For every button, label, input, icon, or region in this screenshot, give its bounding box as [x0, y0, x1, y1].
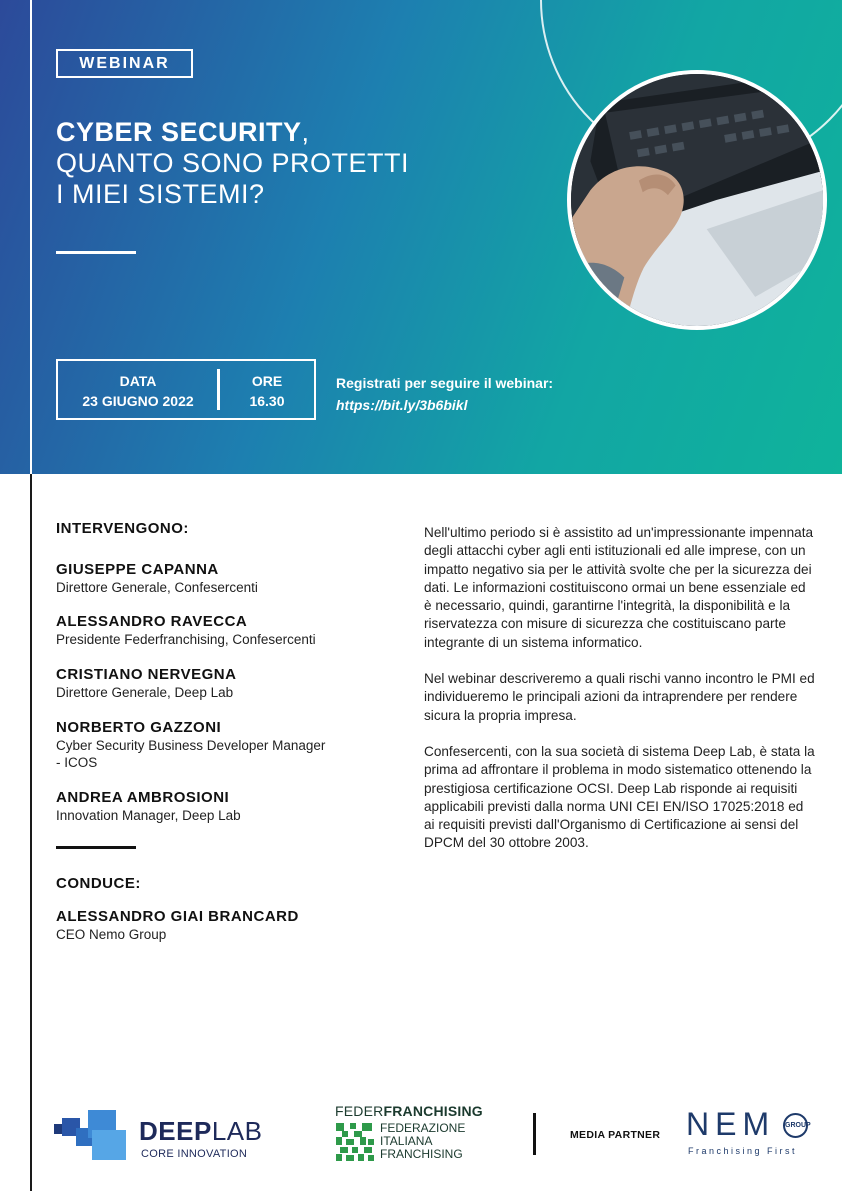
speaker-item [56, 613, 396, 648]
title-underline [56, 251, 136, 254]
ff-prefix: FEDER [335, 1103, 384, 1119]
register-link[interactable]: https://bit.ly/3b6bikl [336, 397, 468, 413]
page-title [56, 117, 409, 210]
media-partner-label: MEDIA PARTNER [570, 1129, 661, 1141]
title-line-3: I MIEI SISTEMI? [56, 179, 265, 209]
title-bold: CYBER SECURITY [56, 117, 302, 147]
ff-line-3: FRANCHISING [380, 1147, 463, 1161]
federfranchising-wordmark [335, 1103, 483, 1119]
date-value: 23 GIUGNO 2022 [82, 393, 194, 409]
deeplab-deep: DEEP [139, 1116, 212, 1146]
speakers-heading: INTERVENGONO: [56, 520, 189, 537]
event-datetime-box [56, 359, 316, 420]
moderator-role: CEO Nemo Group [56, 927, 167, 942]
hero-banner [0, 0, 842, 474]
speaker-name: GIUSEPPE CAPANNA [56, 561, 219, 578]
speaker-role: Direttore Generale, Deep Lab [56, 685, 234, 700]
nemo-wordmark: NEM [686, 1106, 776, 1142]
title-comma: , [301, 117, 310, 147]
ff-line-1: FEDERAZIONE [380, 1121, 466, 1135]
date-column [58, 371, 218, 411]
footer-logos [0, 1090, 842, 1170]
nemo-tagline: Franchising First [688, 1146, 798, 1156]
nemo-group-badge: GROUP [783, 1113, 808, 1138]
description-paragraph-1: Nell'ultimo periodo si è assistito ad un'impressionante impennata degli attacchi cyber agli enti istituzionali ed alle imprese, con un impatto negativo sia per le attività svolte che per la sicurezza dei dati. Le informazioni costituiscono ormai un bene essenziale ed è necessario, quindi, garantirne l'integrità, la disponibilità e la riservatezza con misure di sicurezza che costituiscano parte integrante di un sistema informatico. [424, 525, 814, 650]
ff-line-2: ITALIANA [380, 1134, 433, 1148]
description-text [424, 524, 816, 871]
date-label: DATA [119, 373, 157, 389]
deeplab-lab: LAB [211, 1116, 263, 1146]
deeplab-wordmark [139, 1116, 262, 1147]
time-value: 16.30 [249, 393, 285, 409]
description-paragraph-3: Confesercenti, con la sua società di sistema Deep Lab, è stata la prima ad affrontare il problema in modo sistematico ottenendo la prestigiosa certificazione OCSI. Deep Lab risponde ai requisiti applicabili previsti dalla norma UNI CEI EN/ISO 17025:2018 ed ai requisiti previsti dall'Organismo di Certificazione ai sensi del DPCM del 30 ottobre 2003. [424, 743, 815, 851]
section-divider [56, 846, 136, 849]
speaker-item [56, 561, 396, 596]
speaker-role: Cyber Security Business Developer Manager - ICOS [56, 738, 326, 770]
vertical-rule-top [30, 0, 32, 474]
speakers-section [56, 520, 396, 943]
time-column [218, 371, 316, 411]
speaker-name: ANDREA AMBROSIONI [56, 789, 230, 806]
register-text: Registrati per seguire il webinar: [336, 375, 554, 391]
description-paragraph-2: Nel webinar descriveremo a quali rischi vanno incontro le PMI ed individueremo le principali azioni da intraprendere per rendere sicura la propria impresa. [424, 671, 815, 723]
ff-bold: FRANCHISING [383, 1103, 483, 1119]
speaker-item [56, 789, 396, 824]
moderator-heading: CONDUCE: [56, 875, 141, 892]
laptop-typing-photo [567, 70, 827, 330]
federfranchising-tagline [380, 1122, 465, 1161]
vertical-rule-bottom [30, 474, 32, 1191]
deeplab-logo-icon [54, 1108, 132, 1160]
speaker-name: CRISTIANO NERVEGNA [56, 666, 237, 683]
speaker-role: Direttore Generale, Confesercenti [56, 580, 258, 595]
speaker-name: NORBERTO GAZZONI [56, 719, 222, 736]
deeplab-tagline: CORE INNOVATION [141, 1148, 248, 1160]
speaker-role: Presidente Federfranchising, Confesercenti [56, 632, 316, 647]
federfranchising-logo-icon [336, 1123, 374, 1161]
moderator-name: ALESSANDRO GIAI BRANCARD [56, 908, 299, 925]
moderator-item [56, 908, 396, 943]
speaker-item [56, 666, 396, 701]
speaker-name: ALESSANDRO RAVECCA [56, 613, 248, 630]
speaker-role: Innovation Manager, Deep Lab [56, 808, 241, 823]
time-label: ORE [251, 373, 283, 389]
registration-info [336, 372, 553, 416]
logo-separator [533, 1113, 536, 1155]
webinar-tag: WEBINAR [56, 49, 193, 78]
title-line-2: QUANTO SONO PROTETTI [56, 148, 410, 178]
speaker-item [56, 719, 396, 771]
laptop-illustration [571, 74, 823, 326]
